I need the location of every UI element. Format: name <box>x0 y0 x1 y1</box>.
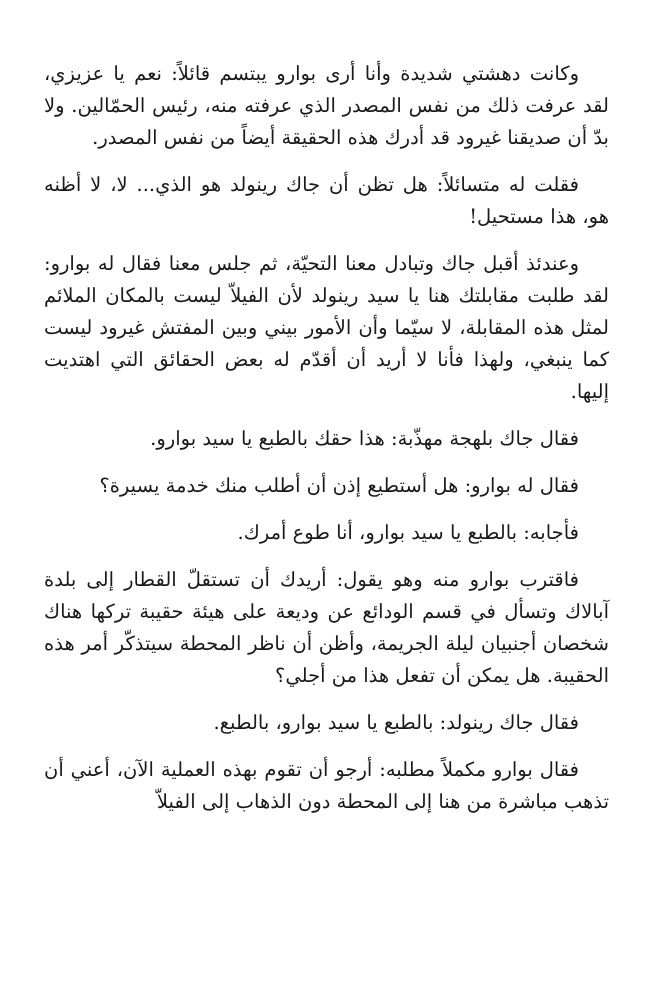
paragraph-2: فقلت له متسائلاً: هل تظن أن جاك رينولد هو الذي... لا، لا أظنه هو، هذا مستحيل! <box>44 173 609 228</box>
paragraph-1: وكانت دهشتي شديدة وأنا أرى بوارو يبتسم قائلاً: نعم يا عزيزي، لقد عرفت ذلك من نفس المصدر الذي عرفته منه، رئيس الحمّالين. ولا بدّ أن صديقنا غيرود قد أدرك هذه الحقيقة أيضاً من نفس المصدر. <box>44 62 609 149</box>
paragraph-4: فقال جاك بلهجة مهذّبة: هذا حقك بالطبع يا سيد بوارو. <box>150 427 579 450</box>
paragraph-8: فقال جاك رينولد: بالطبع يا سيد بوارو، بالطبع. <box>213 711 579 734</box>
paragraph-7: فاقترب بوارو منه وهو يقول: أريدك أن تستقلّ القطار إلى بلدة آبالاك وتسأل في قسم الودائع عن وديعة على هيئة حقيبة تركها هناك شخصان أجنبيان ليلة الجريمة، وأظن أن ناظر المحطة سيتذكّر أمر هذه الحقيبة. هل يمكن أن تفعل هذا من أجلي؟ <box>44 568 609 687</box>
paragraph-3: وعندئذ أقبل جاك وتبادل معنا التحيّة، ثم جلس معنا فقال له بوارو: لقد طلبت مقابلتك هنا يا سيد رينولد لأن الفيلاّ ليست بالمكان الملائم لمثل هذه المقابلة، لا سيّما وأن الأمور بيني وبين المفتش غيرود ليست كما ينبغي، ولهذا فأنا لا أريد أن أقدّم له بعض الحقائق التي اهتديت إليها. <box>44 252 609 403</box>
paragraph-5: فقال له بوارو: هل أستطيع إذن أن أطلب منك خدمة يسيرة؟ <box>99 474 579 497</box>
paragraph-9: فقال بوارو مكملاً مطلبه: أرجو أن تقوم بهذه العملية الآن، أعني أن تذهب مباشرة من هنا إلى المحطة دون الذهاب إلى الفيلاّ <box>44 758 609 813</box>
paragraph-6: فأجابه: بالطبع يا سيد بوارو، أنا طوع أمرك. <box>237 521 579 544</box>
